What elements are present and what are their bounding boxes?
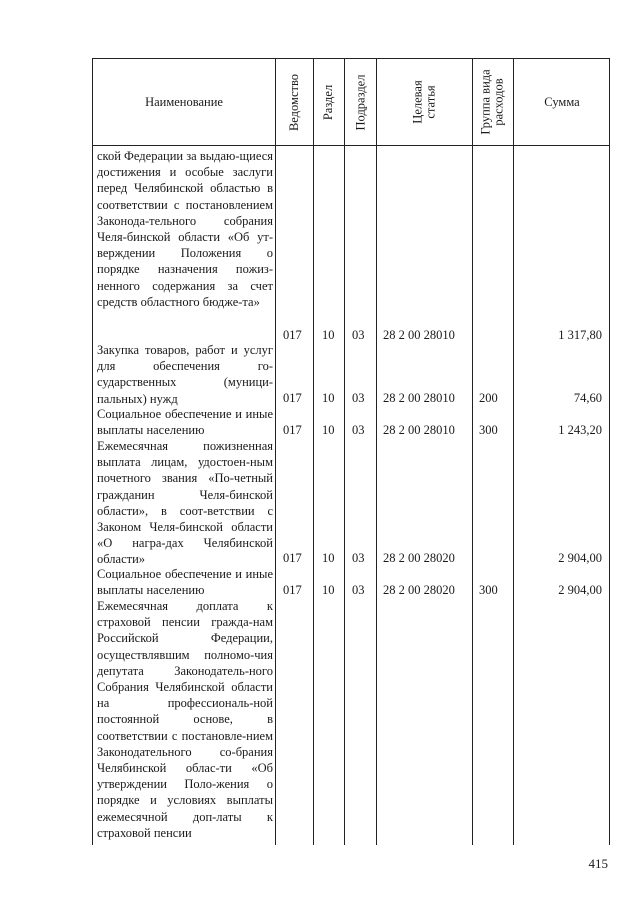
row-podrazdel: 03 [352,391,365,405]
row-vedomstvo: 017 [283,423,302,437]
row-name: Ежемесячная пожизненная выплата лицам, удостоен-ным почетного звания «По-четный гражданин Челя-бинской области», в соот-ветствии с Законом Челя-бинской области «О награ-дах Челябинской области» [97,439,273,567]
row-podrazdel: 03 [352,328,365,342]
header-summa-text: Сумма [544,94,580,109]
header-razdel [314,59,344,145]
col-divider [313,58,314,845]
header-podrazdel-text: Подраздел [353,74,367,130]
row-celevaya: 28 2 00 28020 [383,551,455,565]
row-summa: 1 317,80 [558,328,602,342]
header-celevaya [377,59,472,145]
col-divider [472,58,473,845]
header-gruppa [473,59,513,145]
header-summa [514,59,610,145]
row-razdel: 10 [322,328,335,342]
row-name: Социальное обеспечение и иные выплаты населению [97,567,273,598]
header-vedomstvo [276,59,313,145]
row-summa: 1 243,20 [558,423,602,437]
header-gruppa-line2: расходов [492,78,507,126]
row-razdel: 10 [322,423,335,437]
header-razdel-text: Раздел [321,84,336,120]
row-name: Закупка товаров, работ и услуг для обеспечения го-сударственных (муници-пальных) нужд [97,343,273,406]
col-divider [376,58,377,845]
col-divider [513,58,514,845]
row-celevaya: 28 2 00 28020 [383,583,455,597]
row-razdel: 10 [322,583,335,597]
header-name-text: Наименование [145,94,223,109]
row-summa: 2 904,00 [558,551,602,565]
row-summa: 2 904,00 [558,583,602,597]
row-celevaya: 28 2 00 28010 [383,391,455,405]
col-divider [275,58,276,845]
row-podrazdel: 03 [352,423,365,437]
row-gruppa: 200 [479,391,498,405]
header-gruppa-text [480,69,506,134]
row-vedomstvo: 017 [283,551,302,565]
row-razdel: 10 [322,391,335,405]
header-name [93,59,275,145]
row-celevaya: 28 2 00 28010 [383,423,455,437]
row-razdel: 10 [322,551,335,565]
row-name: Социальное обеспечение и иные выплаты населению [97,407,273,438]
row-vedomstvo: 017 [283,583,302,597]
header-vedomstvo-text: Ведомство [287,73,301,131]
row-name: ской Федерации за выдаю-щиеся достижения и особые заслуги перед Челябинской областью в соответствии с постановлением Законода-тельного собрания Челя-бинской области «Об ут-верждении Положения о порядке назначения пожиз-ненного содержания за счет средств областного бюдже-та» [97,149,274,309]
row-vedomstvo: 017 [283,328,302,342]
row-name: Ежемесячная доплата к страховой пенсии гражда-нам Российской Федерации, осуществлявшим полномо-чия депутата Законодатель-ного Собрания Челябинской области на профессиональ-ной постоянной основе, в соответствии с постановле-нием Законодательного со-брания Челябинской облас-ти «Об утверждении Поло-жения о порядке и условиях выплаты ежемесячной доп-латы к страховой пенсии [97,599,273,840]
col-divider [344,58,345,845]
header-celevaya-line1: Целевая [410,80,425,124]
row-podrazdel: 03 [352,583,365,597]
page-number: 415 [588,856,608,871]
row-gruppa: 300 [479,423,498,437]
row-podrazdel: 03 [352,551,365,565]
row-gruppa: 300 [479,583,498,597]
header-divider [92,145,610,146]
row-vedomstvo: 017 [283,391,302,405]
row-summa: 74,60 [573,391,602,405]
header-celevaya-line2: статья [423,85,438,119]
header-celevaya-text [412,80,438,123]
row-celevaya: 28 2 00 28010 [383,328,455,342]
header-gruppa-line1: Группа вида [479,69,494,135]
header-podrazdel [345,59,376,145]
